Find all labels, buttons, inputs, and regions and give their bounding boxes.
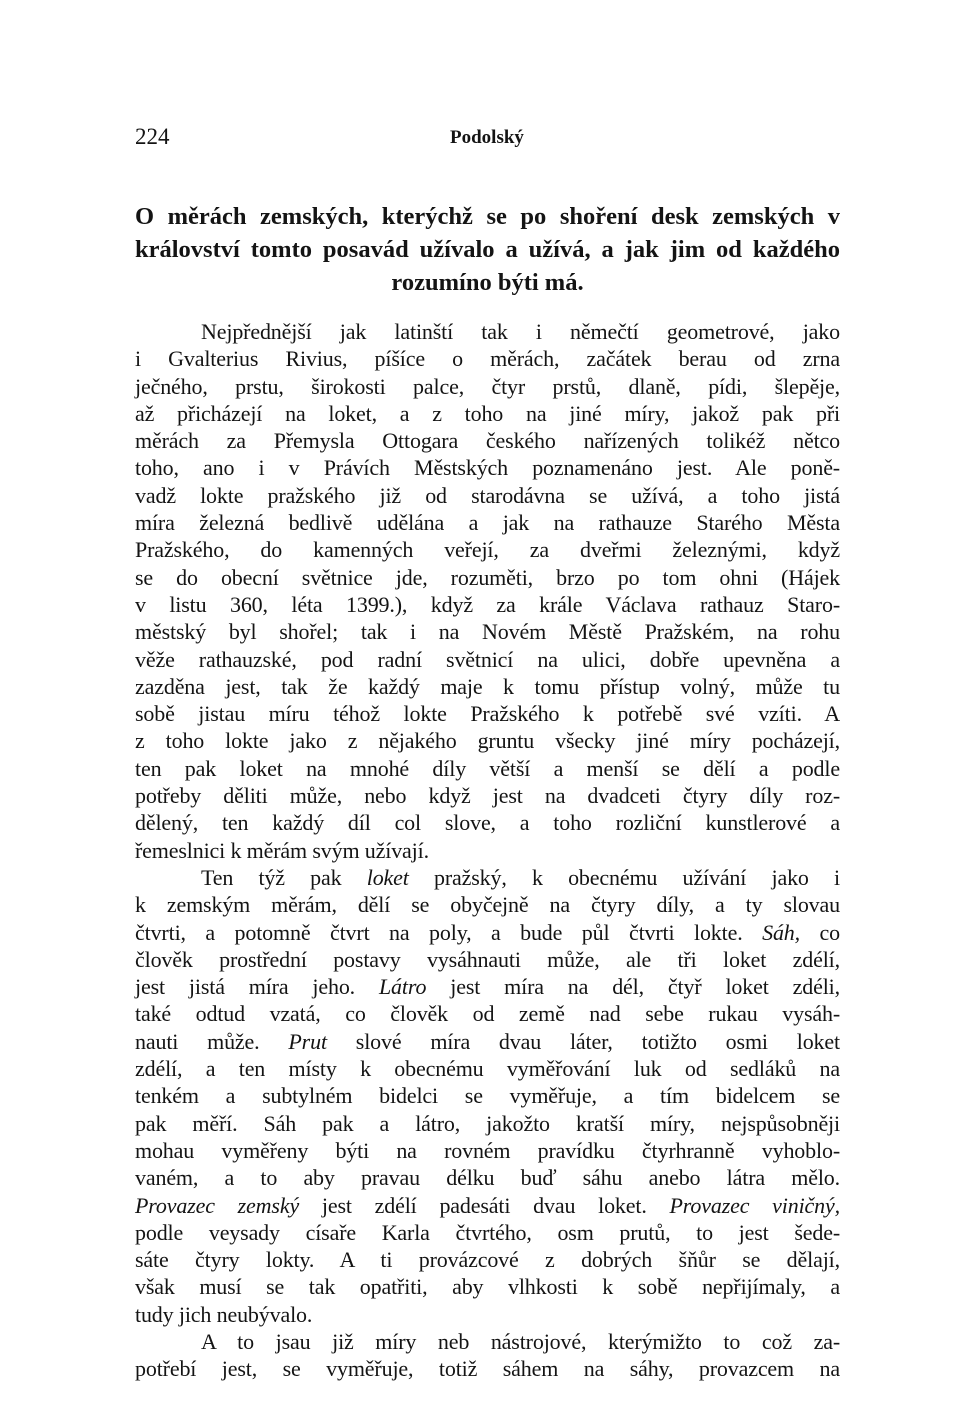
text-line xyxy=(135,1328,840,1355)
text-line xyxy=(135,727,840,754)
text-line xyxy=(135,427,840,454)
text-line xyxy=(135,1273,840,1300)
text-line xyxy=(135,373,840,400)
text-line xyxy=(135,400,840,427)
text-line xyxy=(135,1192,840,1219)
text-line xyxy=(135,782,840,809)
text-line xyxy=(135,618,840,645)
text-line xyxy=(135,1028,840,1055)
text-segment: jest míra na dél, čtyř loket zdéli, xyxy=(426,974,840,1000)
text-line xyxy=(135,1110,840,1137)
text-segment: zdélí, a ten místy k obecnému vyměřování luk od sedláků na xyxy=(135,1056,840,1082)
text-segment: Nejpřednější jak latinští tak i němečtí geometrové, jako xyxy=(201,319,840,344)
text-line xyxy=(135,509,840,536)
text-segment: čtvrti, a potomně čtvrt na poly, a bude půl čtvrti lokte. xyxy=(135,919,763,945)
text-line xyxy=(135,454,840,481)
text-segment: jest zdélí padesáti dvau loket. xyxy=(299,1192,670,1218)
text-segment: pak měří. Sáh pak a látro, jakožto kratší míry, nejspůsobněji xyxy=(135,1110,840,1136)
text-segment: podle veysady císaře Karla čtvrtého, osm prutů, to jest šede- xyxy=(135,1219,840,1245)
text-segment: k zemským měrám, dělí se obyčejně na čtyry díly, a ty slovau xyxy=(135,892,840,918)
text-line xyxy=(135,1219,840,1246)
text-segment: tenkém a subtylném bidelci se vyměřuje, a tím bidelcem se xyxy=(135,1083,840,1109)
text-line xyxy=(135,809,840,836)
text-segment: až přicházejí na loket, a z toho na jiné míry, jakož pak při xyxy=(135,400,840,426)
text-segment: jest jistá míra jeho. xyxy=(135,974,379,1000)
text-segment: co xyxy=(800,919,840,945)
text-line xyxy=(135,646,840,673)
text-line xyxy=(135,1082,840,1109)
text-segment: z toho lokte jako z nějakého gruntu všecky jiné míry pocházejí, xyxy=(135,728,840,754)
text-line xyxy=(135,482,840,509)
text-line xyxy=(135,318,840,345)
text-line xyxy=(135,1137,840,1164)
text-line xyxy=(135,1055,840,1082)
text-segment: ječného, prstu, širokosti palce, čtyr prstů, dlaně, pídi, šlepěje, xyxy=(135,373,840,399)
text-segment: v listu 360, léta 1399.), když za krále Václava rathauz Staro- xyxy=(135,591,840,617)
text-segment: toho, ano i v Právích Městských poznamenáno jest. Ale poně- xyxy=(135,455,840,481)
text-line xyxy=(135,345,840,372)
text-segment: člověk prostřední postavy vysáhnauti může, ale tři loket zdélí, xyxy=(135,946,840,972)
text-line xyxy=(135,1246,840,1273)
text-segment: městský byl shořel; tak i na Novém Městě Pražském, na rohu xyxy=(135,619,840,645)
italic-term: Provazec zemský xyxy=(135,1192,300,1218)
text-line xyxy=(135,1301,840,1328)
text-segment: řemeslnici k měrám svým užívají. xyxy=(135,837,429,863)
text-segment: se do obecní světnice jde, rozuměti, brzo po tom ohni (Hájek xyxy=(135,564,840,590)
text-segment: potřeby děliti může, nebo když jest na dvadceti čtyry díly roz- xyxy=(135,783,840,809)
text-segment: Ten týž pak xyxy=(201,864,367,890)
text-segment: ten pak loket na mnohé díly větší a menší se dělí a podle xyxy=(135,755,840,781)
running-head: Podolský xyxy=(450,127,524,148)
text-segment: vadž lokte pražského již od starodávna se užívá, a toho jistá xyxy=(135,482,840,508)
text-line xyxy=(135,673,840,700)
body-text xyxy=(135,318,840,1383)
italic-term: Látro xyxy=(378,974,427,1000)
text-segment: vaném, a to aby pravau délku buď sáhu anebo látra mělo. xyxy=(135,1165,840,1191)
italic-term: Prut xyxy=(288,1028,327,1054)
text-segment: sáte čtyry lokty. A ti provázcové z dobrých šňůr se dělají, xyxy=(135,1247,840,1273)
text-line xyxy=(135,1164,840,1191)
text-segment: i Gvalterius Rivius, píšíce o měrách, začátek berau od zrna xyxy=(135,346,840,372)
text-line xyxy=(135,837,840,864)
text-line xyxy=(135,700,840,727)
text-segment: dělený, ten každý díl col slove, a toho rozliční kunstlerové a xyxy=(135,810,840,836)
text-segment: také odtud vzatá, co člověk od země nad sebe rukau vysáh- xyxy=(135,1001,840,1027)
text-segment: potřebí jest, se vyměřuje, totiž sáhem na sáhy, provazcem na xyxy=(135,1356,840,1382)
italic-term: Sáh, xyxy=(762,919,801,945)
text-line xyxy=(135,755,840,782)
text-segment: míra železná bedlivě udělána a jak na rathauze Starého Města xyxy=(135,510,840,536)
text-segment: sobě jistau míru téhož lokte Pražského k potřebě své vzíti. A xyxy=(135,701,840,727)
text-line xyxy=(135,864,840,891)
italic-term: Provazec viničný, xyxy=(669,1192,840,1218)
text-line xyxy=(135,564,840,591)
italic-term: loket xyxy=(366,864,409,890)
text-line xyxy=(135,946,840,973)
text-line xyxy=(135,973,840,1000)
page-number: 224 xyxy=(135,124,170,149)
text-segment: A to jsau již míry neb nástrojové, kterýmižto to což za- xyxy=(201,1328,840,1354)
text-segment: tudy jich neubývalo. xyxy=(135,1301,313,1327)
text-line xyxy=(135,919,840,946)
chapter-title: O měrách zemských, kterýchž se po shoření desk zemských v království tomto posavád užívalo a užívá, a jak jim od každého rozumíno býti má. xyxy=(135,203,840,296)
text-line xyxy=(135,891,840,918)
text-line xyxy=(135,1000,840,1027)
text-segment: slové míra dvau láter, totižto osmi loket xyxy=(326,1028,840,1054)
text-segment: mohau vyměřeny býti na rovném pravídku čtyrhranně vyhoblo- xyxy=(135,1137,840,1163)
text-segment: Pražského, do kamenných veřejí, za dveřmi železnými, když xyxy=(135,537,840,563)
text-line xyxy=(135,536,840,563)
text-segment: však musí se tak opatřiti, aby vlhkosti k sobě nepřijímaly, a xyxy=(135,1274,840,1300)
text-segment: zazděna jest, tak že každý maje k tomu přístup volný, může tu xyxy=(135,673,840,699)
text-segment: měrách za Přemysla Ottogara českého nařízených tolikéž nětco xyxy=(135,428,840,454)
text-segment: nauti může. xyxy=(135,1028,289,1054)
text-line xyxy=(135,591,840,618)
text-segment: pražský, k obecnému užívání jako i xyxy=(408,864,840,890)
text-line xyxy=(135,1355,840,1382)
text-segment: věže rathauzské, pod radní světnicí na ulici, dobře upevněna a xyxy=(135,646,840,672)
